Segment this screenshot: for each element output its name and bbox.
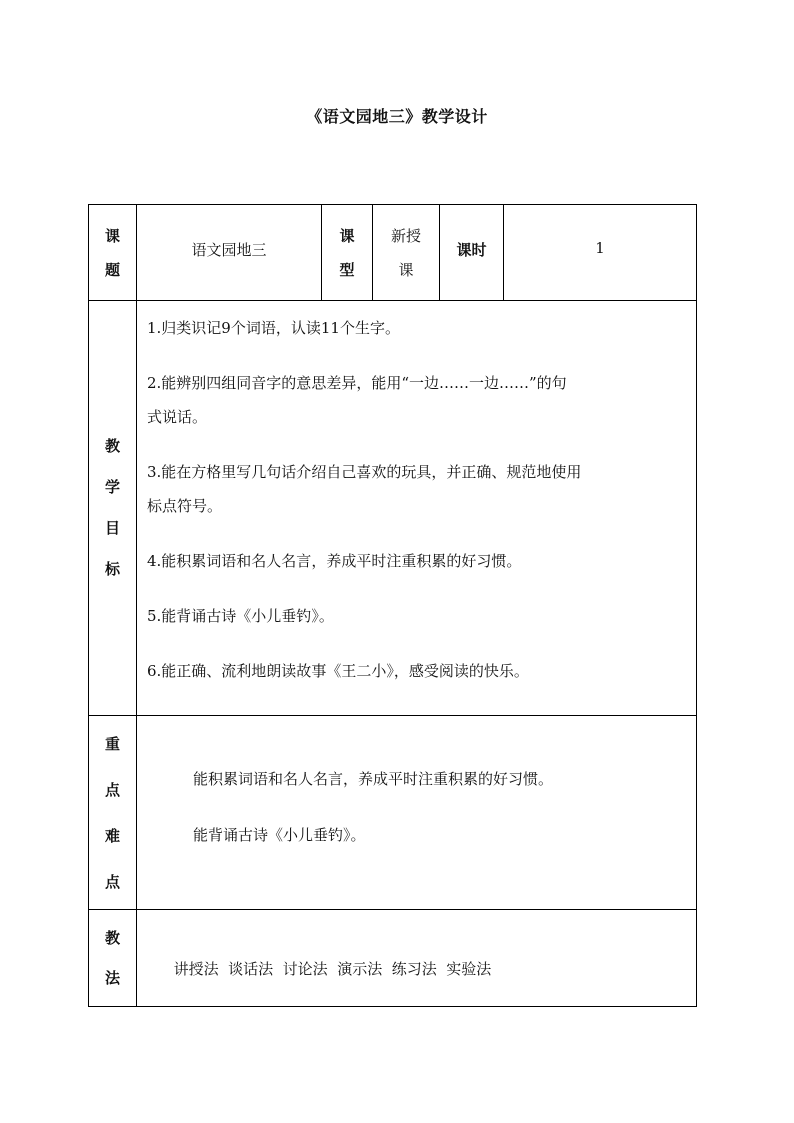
methods-label-cell xyxy=(89,910,137,1007)
methods-label-char: 教 xyxy=(104,929,120,947)
key-points-label-char: 点 xyxy=(104,872,120,891)
key-points-label-char: 重 xyxy=(104,734,120,753)
key-point-line: 能背诵古诗《小儿垂钓》。 xyxy=(193,826,366,844)
key-points-row xyxy=(89,716,697,910)
type-value-line: 课 xyxy=(398,260,414,279)
topic-label-cell xyxy=(89,205,137,301)
objectives-label-char: 标 xyxy=(104,560,120,578)
topic-value-cell xyxy=(137,205,322,301)
header-row xyxy=(89,205,697,301)
methods-label-char: 法 xyxy=(104,969,120,987)
methods-content-cell xyxy=(137,910,697,1007)
objectives-label-char: 教 xyxy=(104,437,120,455)
type-label-char: 型 xyxy=(339,260,355,279)
topic-label-char: 题 xyxy=(104,260,120,279)
objectives-label-cell xyxy=(89,301,137,716)
topic-value: 语文园地三 xyxy=(191,241,267,259)
key-points-content-cell xyxy=(137,716,697,910)
key-points-label-char: 点 xyxy=(104,780,120,799)
objective-line: 6.能正确、流利地朗读故事《王二小》，感受阅读的快乐。 xyxy=(147,662,529,680)
objective-line: 式说话。 xyxy=(147,408,208,426)
type-value-cell xyxy=(373,205,440,301)
objectives-label-char: 目 xyxy=(104,519,120,537)
period-value-cell xyxy=(504,205,697,301)
period-value: 1 xyxy=(595,239,605,257)
lesson-design-table xyxy=(88,204,697,1007)
topic-label-char: 课 xyxy=(104,226,120,245)
type-label-cell xyxy=(322,205,373,301)
type-label-char: 课 xyxy=(339,226,355,245)
methods-row xyxy=(89,910,697,1007)
page-title: 《语文园地三》教学设计 xyxy=(306,107,488,126)
key-points-label-char: 难 xyxy=(104,826,120,845)
objective-line: 3.能在方格里写几句话介绍自己喜欢的玩具，并正确、规范地使用 xyxy=(147,463,582,481)
objective-line: 1.归类识记9个词语，认读11个生字。 xyxy=(147,319,400,337)
objectives-label-char: 学 xyxy=(104,478,120,496)
objective-line: 4.能积累词语和名人名言，养成平时注重积累的好习惯。 xyxy=(147,552,522,570)
objective-line: 标点符号。 xyxy=(147,497,223,515)
key-points-label-cell xyxy=(89,716,137,910)
key-point-line: 能积累词语和名人名言，养成平时注重积累的好习惯。 xyxy=(193,770,554,788)
objective-line: 5.能背诵古诗《小儿垂钓》。 xyxy=(147,607,334,625)
period-label: 课时 xyxy=(456,241,487,259)
period-label-cell xyxy=(440,205,504,301)
type-value-line: 新授 xyxy=(390,226,421,245)
objective-line: 2.能辨别四组同音字的意思差异，能用“一边……一边……”的句 xyxy=(147,374,567,392)
objectives-row xyxy=(89,301,697,716)
methods-text: 讲授法 谈话法 讨论法 演示法 练习法 实验法 xyxy=(173,960,492,978)
objectives-content-cell xyxy=(137,301,697,716)
